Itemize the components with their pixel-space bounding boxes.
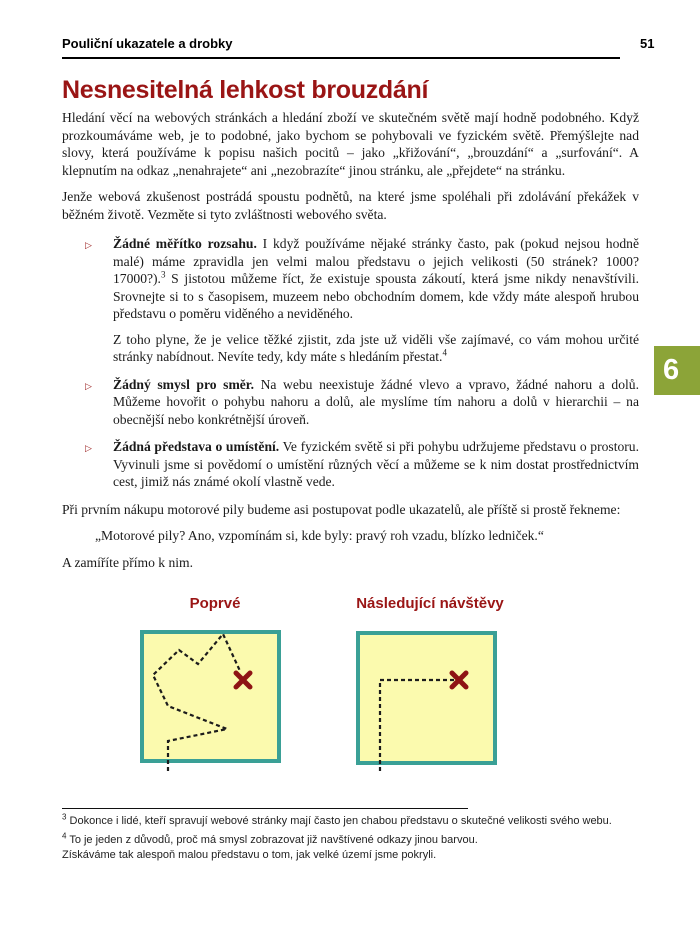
bullet-text [113, 235, 639, 366]
list-item [85, 438, 639, 491]
chapter-tab: 6 [654, 346, 700, 395]
footnotes [62, 808, 642, 867]
footnote-ref-4: 4 [442, 347, 447, 358]
intro-paragraph-1: Hledání věcí na webových stránkách a hledání zboží ve skutečném světě mají hodně podobného. Když prozkoumáváme web, je to podobné, jako bychom se pohybovali ve fyzickém světě. Přemýšlejte nad slovy, která používáme k popisu našich pocitů – jako „křižování“, „brouzdání“ a „surfování“. A klepnutím na odkaz „nenahrajete“ ani „nezobrazíte“ jinou stránku, ale „přejdete“ na stránku. [62, 110, 639, 178]
running-head: Pouliční ukazatele a drobky [62, 36, 620, 59]
triangle-bullet-icon: ▷ [85, 381, 92, 392]
diagram-heading-next-visits: Následující návštěvy [356, 595, 504, 612]
footnote-3: $^3$ Dokonce i lidé, kteří spravují webové stránky mají často jen chabou představu o skutečné velikosti svého webu. [62, 812, 612, 827]
quote-line: „Motorové pily? Ano, vzpomínám si, kde byly: pravý roh vzadu, blízko ledniček.“ [95, 528, 544, 543]
list-item [85, 376, 639, 429]
triangle-bullet-icon: ▷ [85, 444, 92, 454]
bullet-paragraph: Žádné měřítko rozsahu. I když používáme nějaké stránky často, pak (pokud nejsou hodně malé) máme zpravidla jen velmi malou představu o jejich velikosti (50 stránek? 1000? 17000?).$^3$ S jistotou můžeme říct, že existuje spousta zákoutí, která jsme nikdy nenavštívili. Srovnejte si to s časopisem, muzeem nebo obchodním domem, kde vždy máte alespoň hrubou představu o poměru viděného a neviděného. [113, 236, 639, 321]
outro-paragraph-1: Při prvním nákupu motorové pily budeme asi postupovat podle ukazatelů, ale příště si prostě řekneme: [62, 501, 621, 517]
bullet-paragraph: Žádná představa o umístění. Ve fyzickém světě si při pohybu udržujeme představu o prostoru. Vyvinuli jsme si povědomí o umístění různých věcí a můžeme se k nim dostat prostřednictvím cest, jimiž nás známé okolí vlastně vede. [113, 439, 640, 489]
diagram-heading-first-visit: Poprvé [189, 595, 241, 612]
bullet-paragraph: Z toho plyne, že je velice těžké zjistit, zda jste už viděli vše zajímavé, co vám mohou určité stránky nabídnout. Nevíte tedy, kdy máte s hledáním přestat.$^4$ [113, 331, 639, 364]
list-item [85, 235, 639, 366]
bullet-text [113, 438, 639, 491]
bullet-text [113, 376, 639, 429]
intro-paragraph-2: Jenže webová zkušenost postrádá spoustu podnětů, na které jsme spoléhali při zdolávání překážek v běžném životě. Vezměte si tyto zvláštnosti webového světa. [62, 189, 639, 222]
bullet-list [85, 235, 639, 491]
section-title: Nesnesitelná lehkost brouzdání [62, 76, 429, 104]
map-square [358, 633, 495, 763]
map-diagram-first-visit [140, 628, 290, 780]
bullet-paragraph: Žádný smysl pro směr. Na webu neexistuje žádné vlevo a vpravo, žádné nahoru a dolů. Můžeme hovořit o pohybu nahoru a dolů, ale myslíme tím nahoru a dolů v hierarchii – na obecnější nebo konkrétnější úroveň. [113, 376, 639, 427]
footnote-ref-3: 3 [160, 269, 166, 280]
footnote-divider [62, 808, 468, 809]
footnote-4: $^4$ To je jeden z důvodů, proč má smysl zobrazovat již navštívené odkazy jinou barvou. Získáváme tak alespoň malou představu o tom, jak velké území jsme pokryli. [62, 831, 478, 861]
map-diagram-next-visits [356, 628, 506, 780]
page-number: 51 [640, 36, 655, 51]
body-copy [62, 109, 639, 580]
triangle-bullet-icon: ▷ [85, 241, 92, 251]
outro-paragraph-2: A zamíříte přímo k nim. [62, 554, 194, 570]
